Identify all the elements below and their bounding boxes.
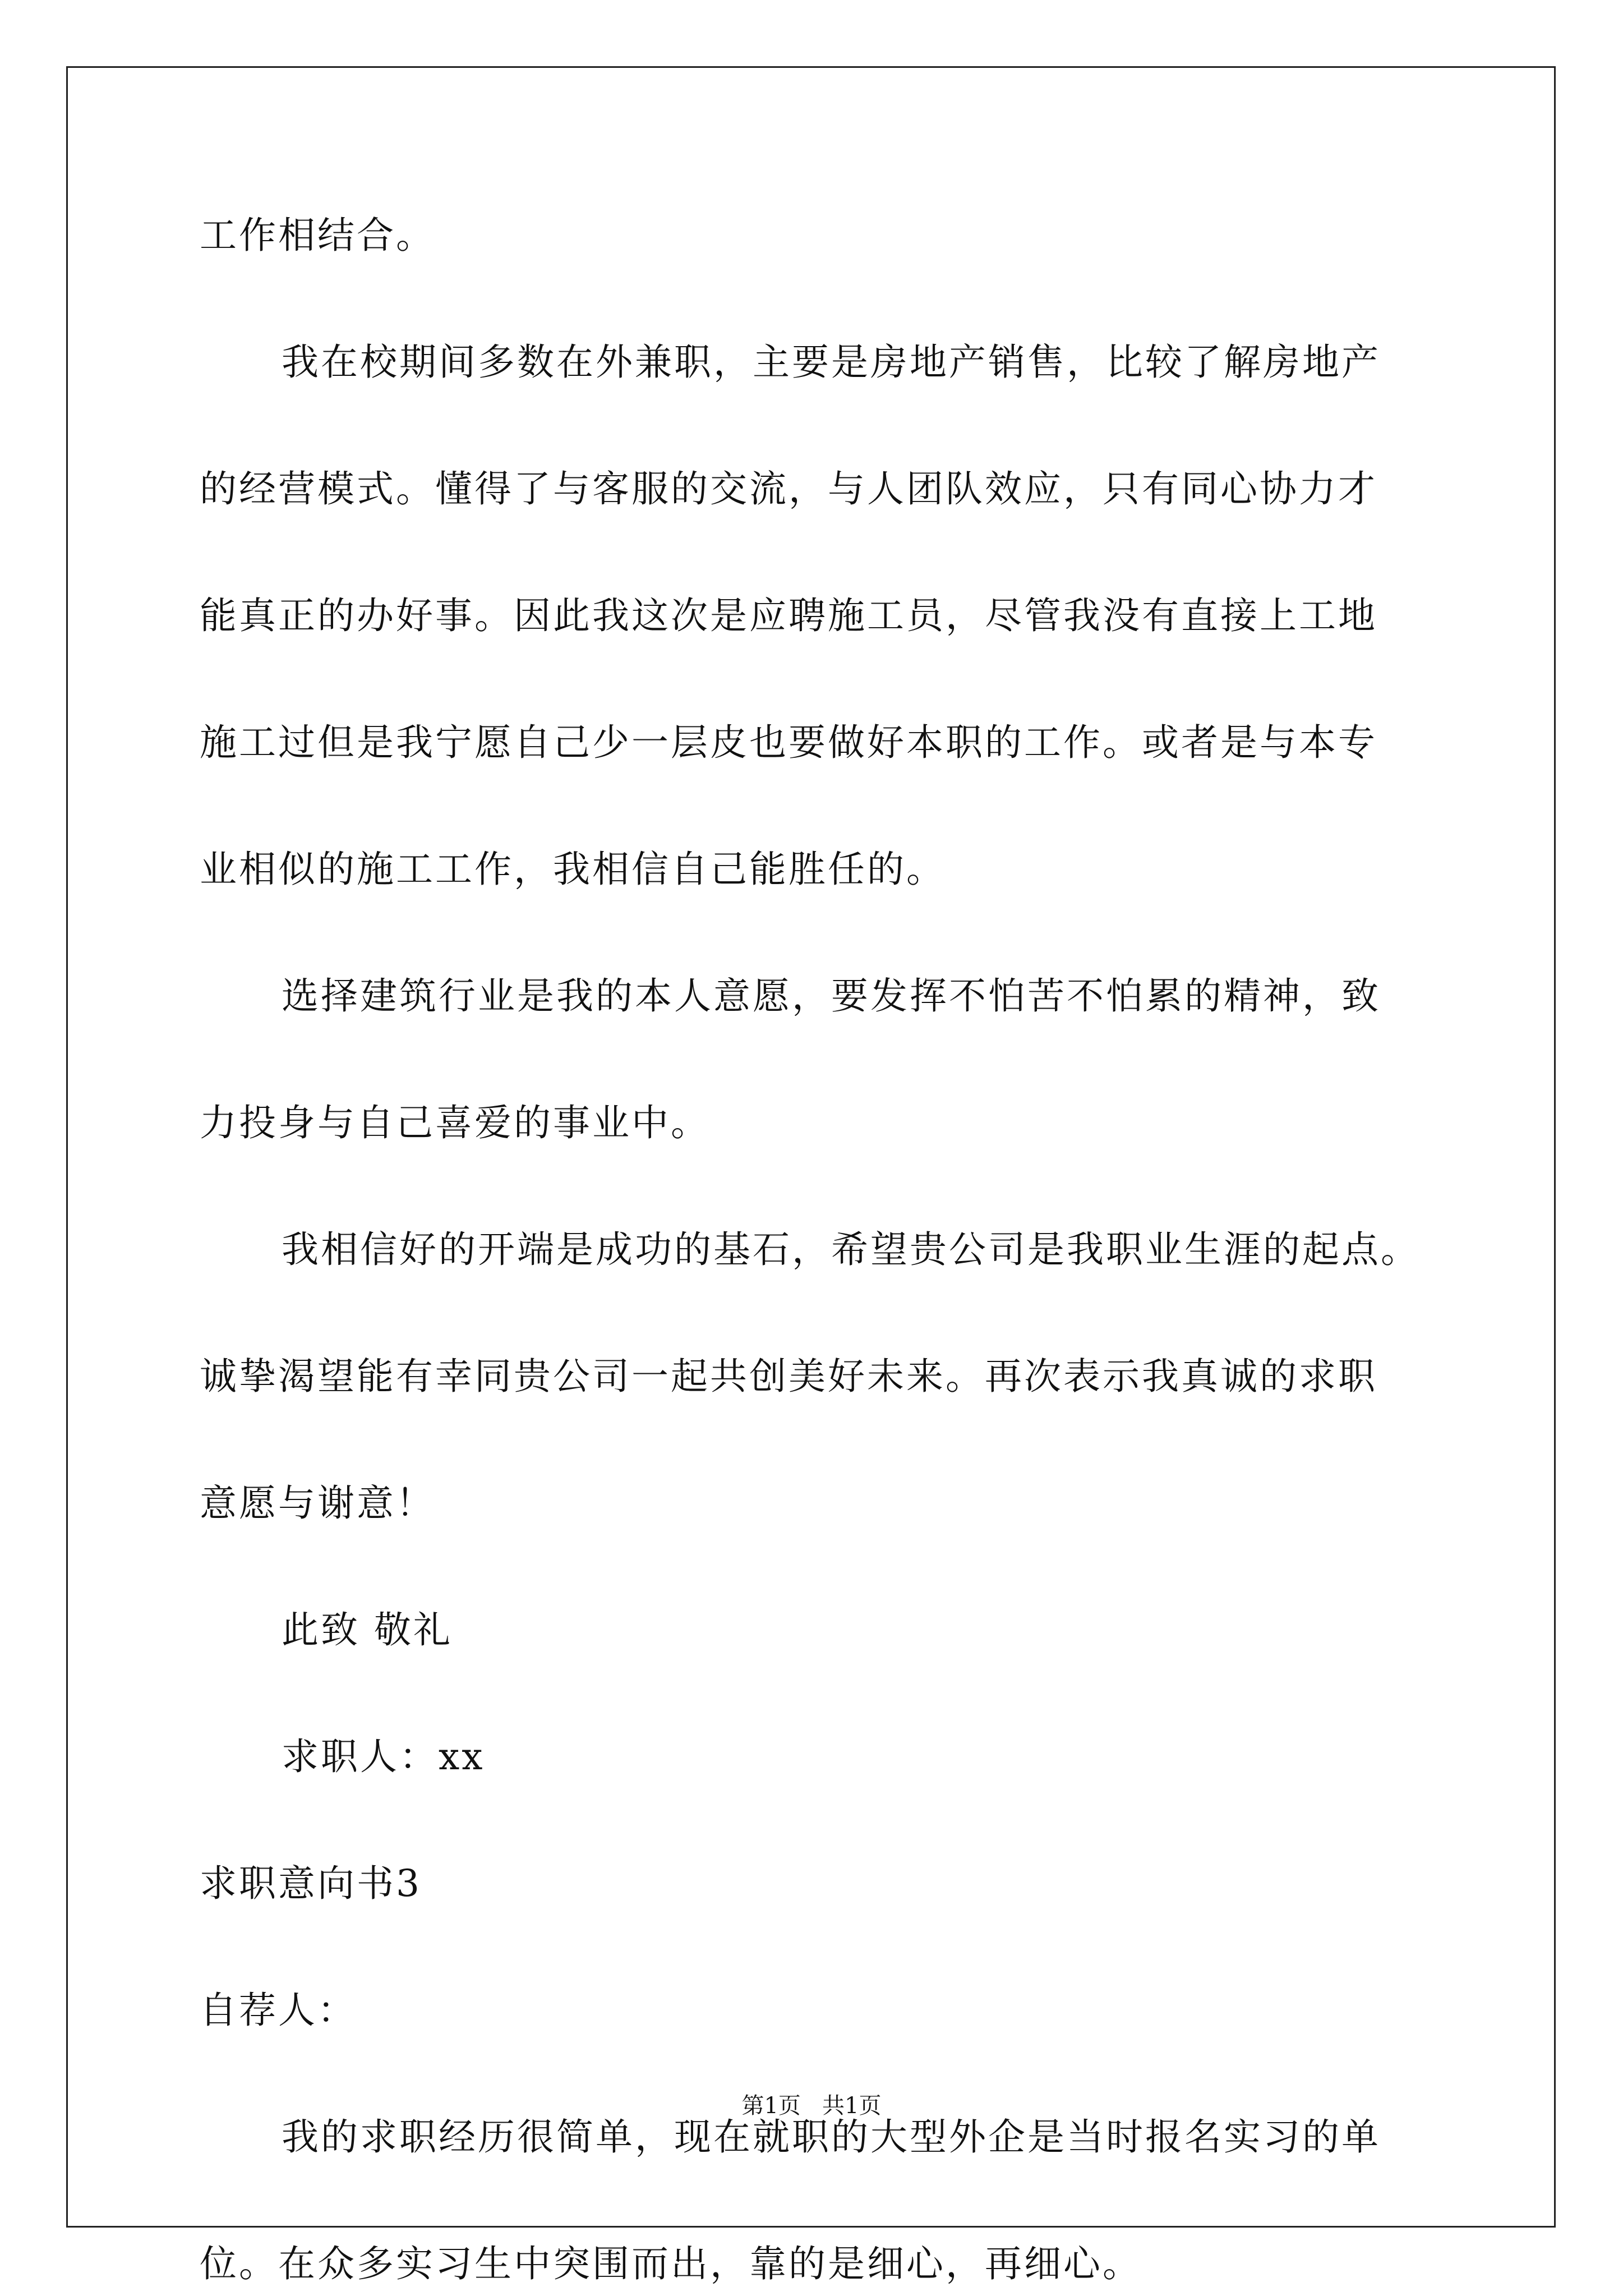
closing-salutation: 此致 敬礼 <box>282 1608 453 1651</box>
body-line: 业相似的施工工作，我相信自己能胜任的。 <box>200 848 946 891</box>
body-line: 的经营模式。懂得了与客服的交流，与人团队效应，只有同心协力才 <box>200 467 1377 510</box>
body-line: 力投身与自己喜爱的事业中。 <box>200 1101 710 1144</box>
paragraph-line: 我在校期间多数在外兼职，主要是房地产销售，比较了解房地产 <box>282 341 1381 384</box>
paragraph-line: 选择建筑行业是我的本人意愿，要发挥不怕苦不怕累的精神，致 <box>282 974 1381 1018</box>
body-line: 工作相结合。 <box>200 214 435 257</box>
applicant-signature: 求职人：xx <box>282 1735 485 1778</box>
body-line: 施工过但是我宁愿自己少一层皮也要做好本职的工作。或者是与本专 <box>200 721 1377 764</box>
body-line: 位。在众多实习生中突围而出，靠的是细心，再细心。 <box>200 2242 1142 2285</box>
paragraph-line: 我的求职经历很简单，现在就职的大型外企是当时报名实习的单 <box>282 2115 1381 2159</box>
page-footer: 第1页 共1页 <box>741 2093 882 2119</box>
body-line: 意愿与谢意！ <box>200 1481 435 1525</box>
paragraph-line: 我相信好的开端是成功的基石，希望贵公司是我职业生涯的起点。 <box>282 1228 1420 1271</box>
body-line: 诚挚渴望能有幸同贵公司一起共创美好未来。再次表示我真诚的求职 <box>200 1355 1377 1398</box>
body-line: 能真正的办好事。因此我这次是应聘施工员，尽管我没有直接上工地 <box>200 594 1377 637</box>
section-heading: 求职意向书3 <box>200 1862 422 1905</box>
recipient-line: 自荐人： <box>200 1989 357 2032</box>
